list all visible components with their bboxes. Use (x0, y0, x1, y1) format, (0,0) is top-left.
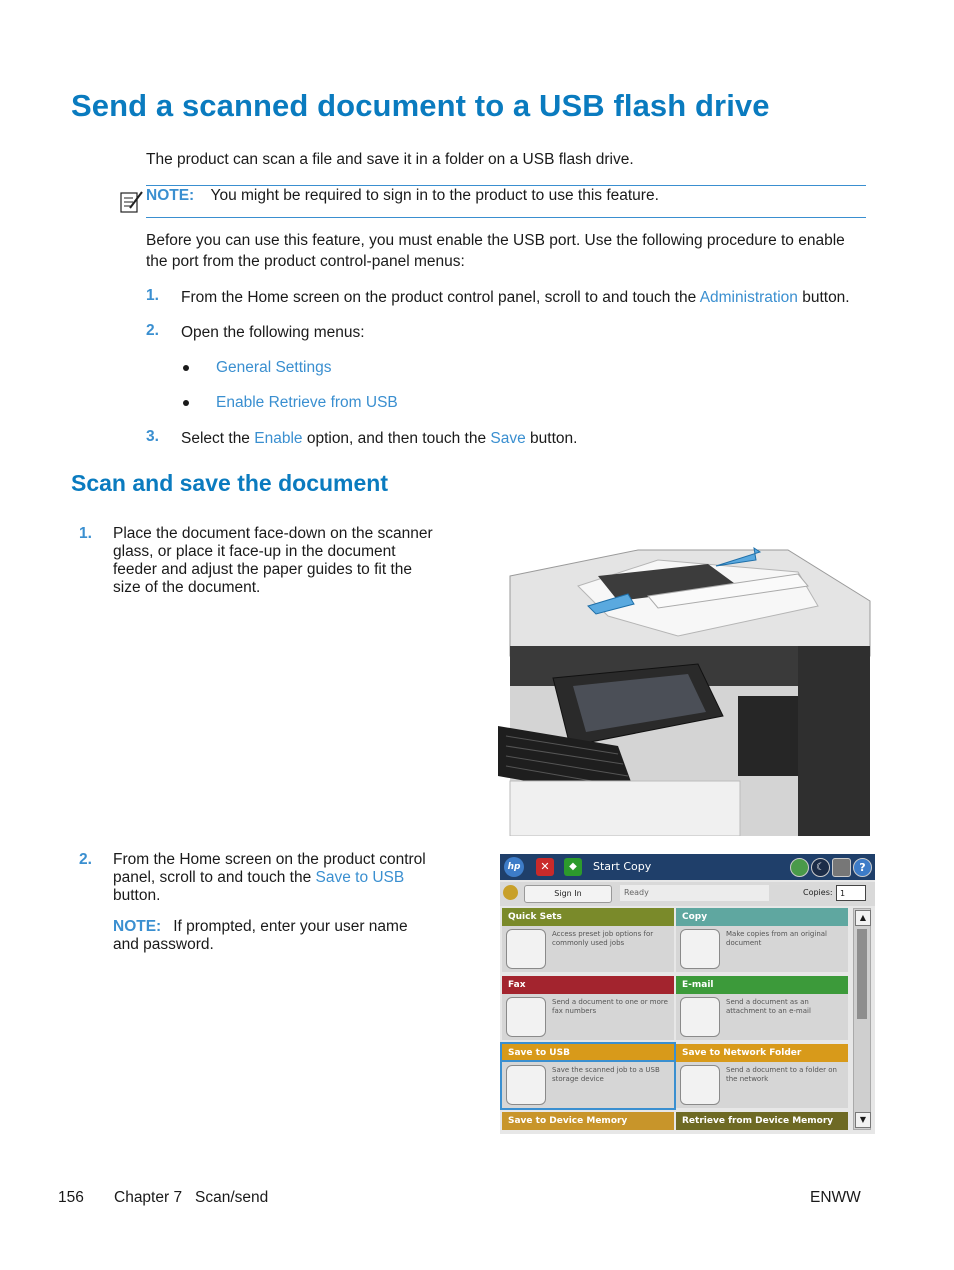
network-icon[interactable] (832, 858, 851, 877)
scan-step-1-line-3: feeder and adjust the paper guides to fit the (113, 561, 413, 578)
scan-step-1-text (113, 525, 433, 597)
step-3-post: button. (525, 430, 578, 447)
step-1-pre: From the Home screen on the product control panel, scroll to and touch the (181, 289, 700, 306)
step-3-pre: Select the (181, 430, 255, 447)
tile-fax[interactable] (502, 994, 674, 1040)
scan-step-2-line-1: From the Home screen on the product control (113, 851, 426, 868)
save-link[interactable]: Save (490, 430, 526, 447)
tile-network-folder-header[interactable]: Save to Network Folder (676, 1044, 848, 1062)
step-3-mid: option, and then touch the (302, 430, 491, 447)
sign-in-button[interactable]: Sign In (524, 885, 612, 903)
tile-save-to-usb-header[interactable]: Save to USB (502, 1044, 674, 1062)
scan-step-1-line-4: size of the document. (113, 579, 261, 596)
control-panel-screenshot (500, 854, 875, 1134)
note-icon (118, 189, 144, 215)
fax-desc: Send a document to one or more fax numbers (552, 998, 668, 1015)
tile-save-to-usb[interactable] (502, 1062, 674, 1108)
home-icon[interactable] (503, 885, 518, 900)
tile-copy[interactable] (676, 926, 848, 972)
quick-sets-desc: Access preset job options for commonly used jobs (552, 930, 654, 947)
tile-quick-sets-header[interactable]: Quick Sets (502, 908, 674, 926)
tile-fax-header[interactable]: Fax (502, 976, 674, 994)
menu-general-settings[interactable]: General Settings (216, 359, 332, 376)
note-bottom-rule (146, 217, 866, 218)
scan-note-line-1: If prompted, enter your user name (173, 918, 408, 935)
tile-retrieve-memory-header[interactable]: Retrieve from Device Memory (676, 1112, 848, 1130)
bullet-1 (183, 365, 189, 371)
scroll-up-icon[interactable]: ▲ (855, 910, 871, 926)
intro-text: The product can scan a file and save it in a folder on a USB flash drive. (146, 151, 634, 168)
tile-email[interactable] (676, 994, 848, 1040)
note-line (146, 185, 659, 206)
scan-step-2-number: 2. (79, 851, 92, 868)
step-3-text (181, 428, 577, 449)
sleep-icon[interactable]: ☾ (811, 858, 830, 877)
copy-icon (680, 929, 720, 969)
start-icon[interactable]: ◆ (564, 858, 582, 876)
before-line-2: the port from the product control-panel menus: (146, 253, 465, 270)
email-icon (680, 997, 720, 1037)
administration-link[interactable]: Administration (699, 289, 798, 306)
bullet-2 (183, 400, 189, 406)
page-number: 156 (58, 1189, 84, 1206)
control-panel-status-bar (500, 882, 875, 906)
scan-note-label: NOTE: (113, 918, 162, 935)
tile-device-memory-header[interactable]: Save to Device Memory (502, 1112, 674, 1130)
save-to-usb-link[interactable]: Save to USB (315, 869, 405, 886)
status-text: Ready (620, 885, 769, 901)
scan-step-1-line-2: glass, or place it face-up in the document (113, 543, 396, 560)
tile-copy-header[interactable]: Copy (676, 908, 848, 926)
tile-quick-sets[interactable] (502, 926, 674, 972)
hp-logo-icon: hp (504, 857, 524, 877)
copies-label: Copies: (803, 888, 833, 897)
chapter-label: Chapter 7 Scan/send (114, 1189, 269, 1206)
scrollbar[interactable] (853, 908, 871, 1130)
scan-step-2-note (113, 918, 408, 954)
scan-step-1-number: 1. (79, 525, 92, 542)
scroll-down-icon[interactable]: ▼ (855, 1112, 871, 1128)
before-line-1: Before you can use this feature, you must enable the USB port. Use the following procedure to enable (146, 232, 845, 249)
folder-icon (680, 1065, 720, 1105)
scan-step-2-line-2 (113, 869, 426, 887)
usb-icon (506, 1065, 546, 1105)
scroll-thumb[interactable] (857, 929, 867, 1019)
control-panel-title-bar (500, 854, 875, 880)
step-1-number: 1. (146, 287, 159, 304)
page-title: Send a scanned document to a USB flash drive (71, 88, 770, 123)
network-folder-desc: Send a document to a folder on the network (726, 1066, 837, 1083)
scan-step-1-line-1: Place the document face-down on the scanner (113, 525, 433, 542)
scan-step-2-line-3: button. (113, 887, 161, 904)
step-3-number: 3. (146, 428, 159, 445)
globe-icon[interactable] (790, 858, 809, 877)
copy-desc: Make copies from an original document (726, 930, 827, 947)
step-1-text (181, 287, 850, 308)
help-icon[interactable]: ? (853, 858, 872, 877)
step-1-post: button. (797, 289, 850, 306)
tile-network-folder[interactable] (676, 1062, 848, 1108)
quick-sets-icon (506, 929, 546, 969)
email-desc: Send a document as an attachment to an e-mail (726, 998, 811, 1015)
note-label: NOTE: (146, 187, 195, 204)
scan-note-line-2: and password. (113, 936, 214, 953)
scan-step-2-text (113, 851, 426, 905)
enable-link[interactable]: Enable (254, 430, 303, 447)
save-to-usb-desc: Save the scanned job to a USB storage device (552, 1066, 660, 1083)
footer-right: ENWW (810, 1189, 861, 1206)
section-title: Scan and save the document (71, 470, 388, 496)
tile-email-header[interactable]: E-mail (676, 976, 848, 994)
printer-illustration (498, 546, 872, 836)
step-2-text: Open the following menus: (181, 324, 365, 341)
stop-icon[interactable]: ✕ (536, 858, 554, 876)
fax-icon (506, 997, 546, 1037)
step-2-number: 2. (146, 322, 159, 339)
copies-input[interactable]: 1 (836, 885, 866, 901)
start-copy-label[interactable]: Start Copy (593, 860, 652, 873)
menu-enable-retrieve-from-usb[interactable]: Enable Retrieve from USB (216, 394, 398, 411)
scan-step-2-line-2-pre: panel, scroll to and touch the (113, 869, 316, 886)
note-text: You might be required to sign in to the product to use this feature. (210, 187, 659, 204)
